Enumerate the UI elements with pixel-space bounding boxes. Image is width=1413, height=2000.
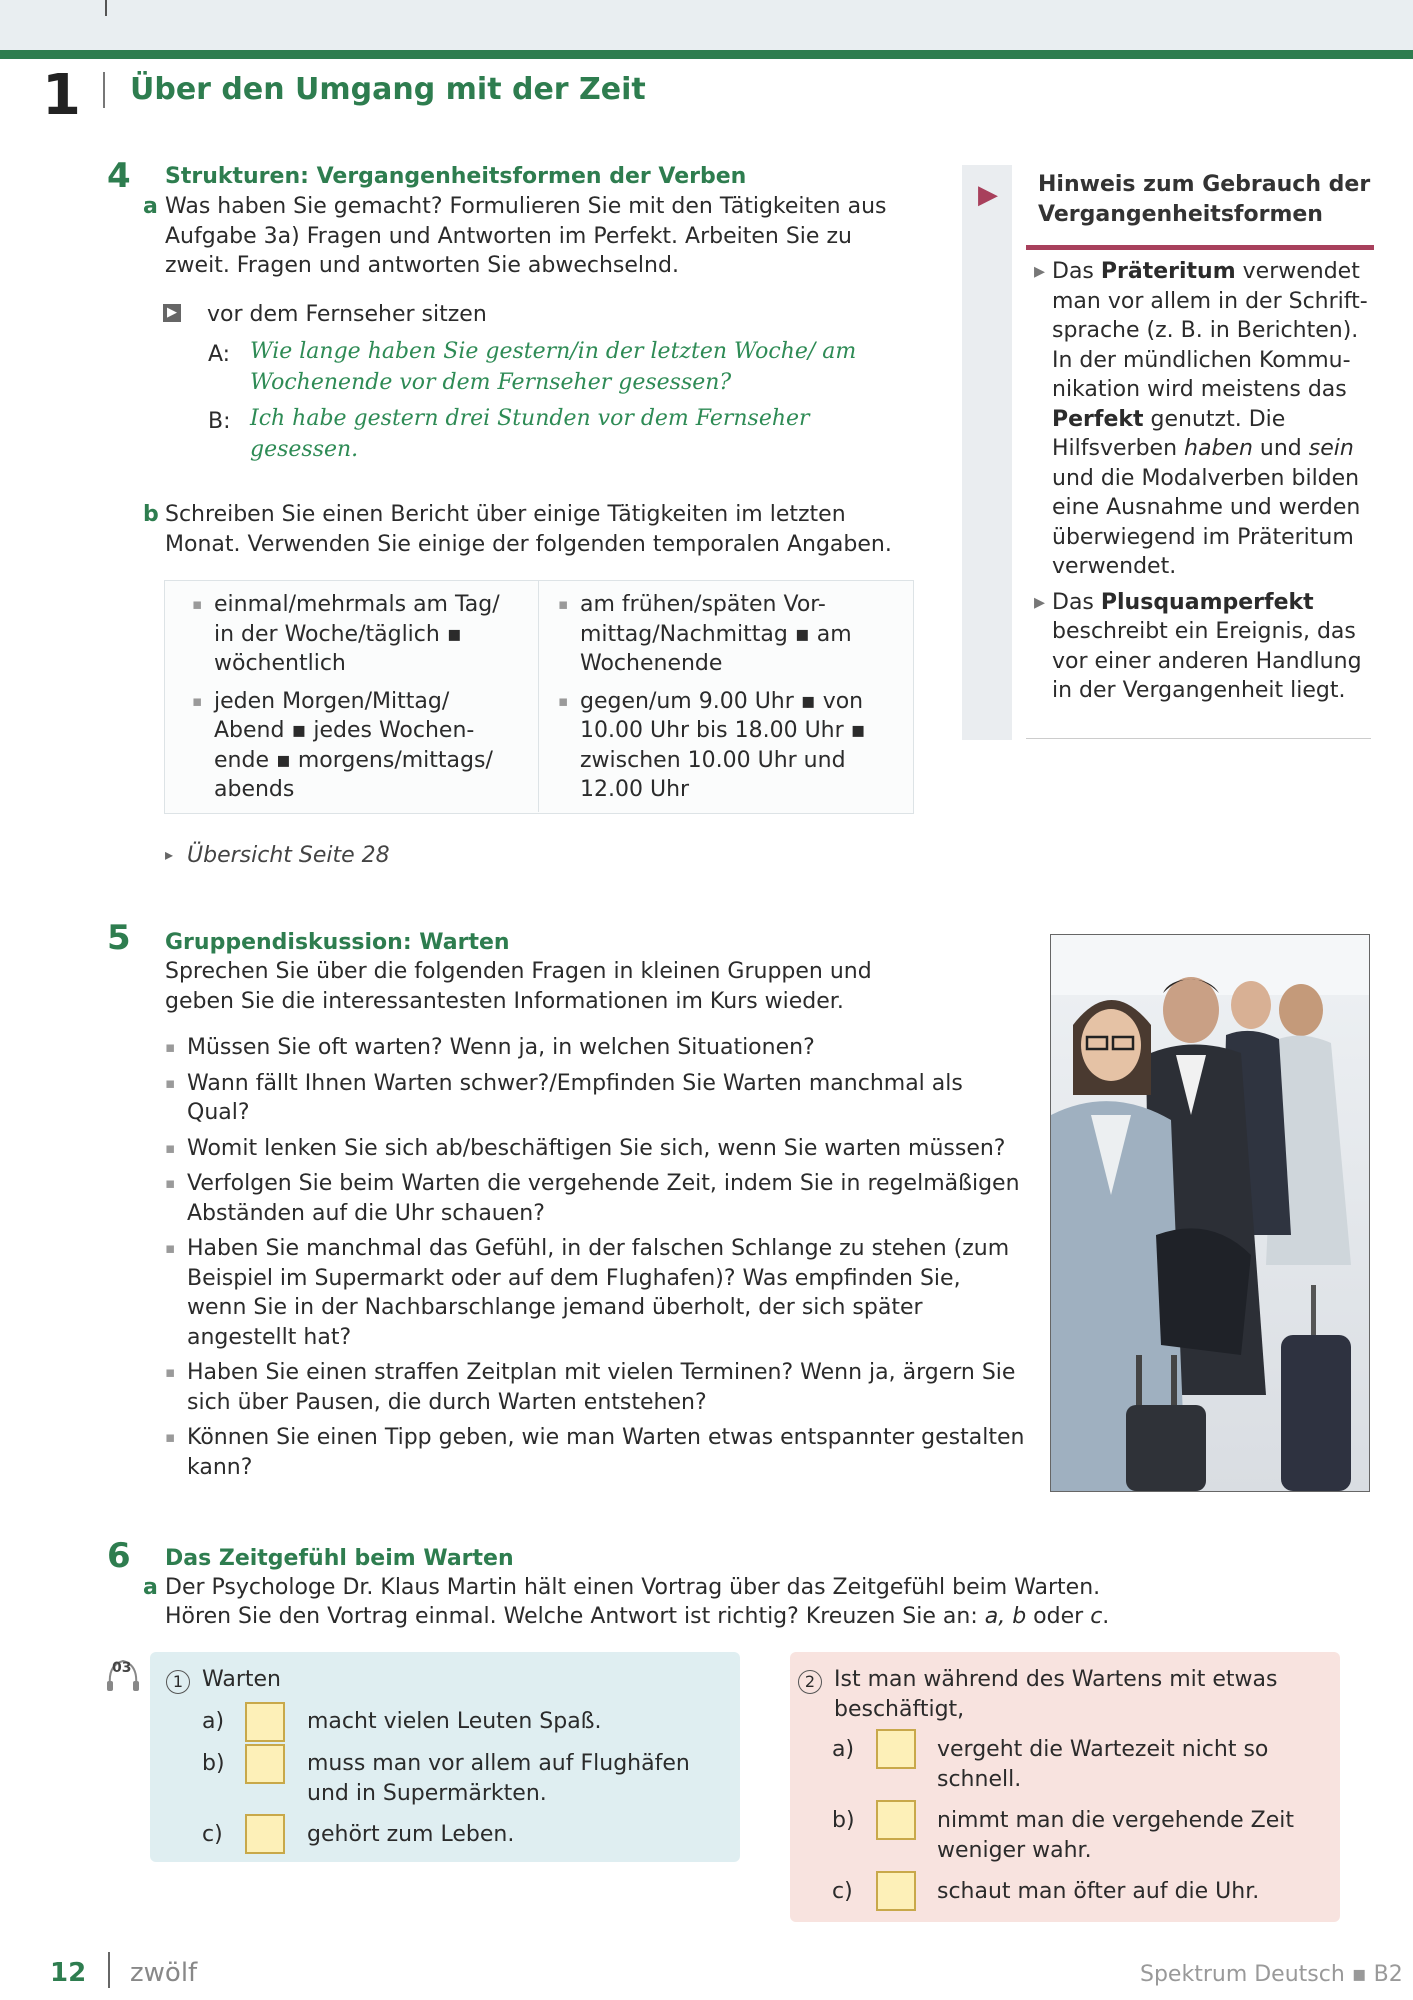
header-tick [105, 0, 107, 16]
question-1-title: Warten [202, 1667, 281, 1692]
header-rule [0, 50, 1413, 59]
section-6-number: 6 [107, 1536, 131, 1576]
question-item: ▪ Müssen Sie oft warten? Wenn ja, in welchen Situationen? [165, 1033, 1025, 1063]
q2-option-a-checkbox[interactable] [876, 1729, 916, 1769]
top-band [0, 0, 1413, 52]
question-item: ▪ Womit lenken Sie sich ab/beschäftigen Sie sich, wenn Sie warten müssen? [165, 1134, 1025, 1164]
chapter-title: Über den Umgang mit der Zeit [130, 72, 646, 107]
hint-strip [962, 165, 1012, 740]
overview-arrow-icon: ▸ [165, 845, 174, 864]
q2-option-a-text: vergeht die Wartezeit nicht so schnell. [937, 1737, 1269, 1792]
question-item: ▪ Haben Sie einen straffen Zeitplan mit vielen Terminen? Wenn ja, ärgern Sie sich über Pausen, die durch Warten entstehen? [165, 1358, 1025, 1417]
hint-title: Hinweis zum Gebrauch der Vergangenheitsformen [1038, 172, 1371, 227]
section-5-intro: Sprechen Sie über die folgenden Fragen in kleinen Gruppen und geben Sie die interessantesten Informationen im Kurs wieder. [165, 959, 872, 1014]
task-4b-text: Schreiben Sie einen Bericht über einige Tätigkeiten im letzten Monat. Verwenden Sie einige der folgenden temporalen Angaben. [165, 502, 892, 557]
hint-paragraph-2: ▸ Das Plusquamperfekt beschreibt ein Ereignis, das vor einer anderen Handlung in der Vergangenheit liegt. [1030, 588, 1375, 706]
example-a-answer: Wie lange haben Sie gestern/in der letzten Woche/ am Wochenende vor dem Fernseher gesessen? [250, 339, 857, 395]
page-word: zwölf [130, 1958, 198, 1988]
section-4-number: 4 [107, 156, 131, 196]
q1-option-c-text: gehört zum Leben. [307, 1822, 515, 1847]
overview-link[interactable]: Übersicht Seite 28 [187, 843, 390, 868]
section-6-title: Das Zeitgefühl beim Warten [165, 1546, 514, 1571]
example-arrow-icon: ▶ [163, 304, 181, 322]
example-a-label: A: [208, 342, 231, 367]
waiting-queue-photo [1050, 934, 1370, 1492]
q1-option-a-checkbox[interactable] [245, 1702, 285, 1742]
hint-rule [1026, 245, 1374, 250]
hint-bottom-rule [1026, 738, 1371, 739]
example-b-label: B: [208, 409, 231, 434]
task-4a-text: Was haben Sie gemacht? Formulieren Sie mit den Tätigkeiten aus Aufgabe 3a) Fragen und Antworten im Perfekt. Arbeiten Sie zu zweit. Fragen und antworten Sie abwechselnd. [165, 194, 887, 278]
q2-option-a-label: a) [832, 1737, 855, 1762]
discussion-questions [165, 1033, 1025, 1482]
question-item: ▪ Verfolgen Sie beim Warten die vergehende Zeit, indem Sie in regelmäßigen Abständen auf die Uhr schauen? [165, 1169, 1025, 1228]
temporal-item: ▪ jeden Morgen/Mittag/ Abend ▪ jedes Wochen- ende ▪ morgens/mittags/ abends [192, 687, 524, 805]
q2-option-b-text: nimmt man die vergehende Zeit weniger wahr. [937, 1808, 1294, 1863]
question-1-number: 1 [166, 1670, 190, 1694]
footer-separator [108, 1952, 110, 1988]
chapter-separator [103, 72, 105, 108]
q2-option-b-label: b) [832, 1808, 855, 1833]
q1-option-b-text: muss man vor allem auf Flughäfen und in Supermärkten. [307, 1751, 690, 1806]
q2-option-c-checkbox[interactable] [876, 1871, 916, 1911]
task-4b-label: b [143, 502, 159, 527]
hint-paragraph-1: ▸ Das Präteritum verwendet man vor allem in der Schriftsprache (z. B. in Berichten). In der mündlichen Kommunikation wird meistens das Perfekt genutzt. Die Hilfsverben haben und sein und die Modalverben bilden eine Ausnahme und werden überwiegend im Präteritum verwendet. [1030, 257, 1375, 582]
example-prompt: vor dem Fernseher sitzen [207, 302, 487, 327]
book-title: Spektrum Deutsch ▪ B2 [1140, 1962, 1403, 1987]
queue-illustration [1051, 935, 1369, 1491]
temporal-box-divider [538, 580, 539, 812]
q2-option-b-checkbox[interactable] [876, 1800, 916, 1840]
question-2-title: Ist man während des Wartens mit etwas beschäftigt, [834, 1667, 1278, 1722]
page-number: 12 [50, 1958, 87, 1988]
task-6a-text-1: Der Psychologe Dr. Klaus Martin hält einen Vortrag über das Zeitgefühl beim Warten. [165, 1575, 1101, 1600]
q1-option-b-checkbox[interactable] [245, 1744, 285, 1784]
section-5-title: Gruppendiskussion: Warten [165, 930, 510, 955]
audio-track-number: 03 [112, 1660, 132, 1676]
hint-body [1030, 257, 1375, 712]
task-4a-label: a [143, 194, 158, 219]
q1-option-b-label: b) [202, 1751, 225, 1776]
q1-option-c-checkbox[interactable] [245, 1814, 285, 1854]
q1-option-a-label: a) [202, 1709, 225, 1734]
q2-option-c-label: c) [832, 1879, 853, 1904]
question-2-number: 2 [798, 1670, 822, 1694]
question-item: ▪ Haben Sie manchmal das Gefühl, in der falschen Schlange zu stehen (zum Beispiel im Supermarkt oder auf dem Flughafen)? Was empfinden Sie, wenn Sie in der Nachbarschlange jemand überholt, der sich später angestellt hat? [165, 1234, 1025, 1352]
hint-marker-icon: ▶ [978, 180, 998, 210]
q1-option-c-label: c) [202, 1822, 223, 1847]
question-item: ▪ Können Sie einen Tipp geben, wie man Warten etwas entspannter gestalten kann? [165, 1423, 1025, 1482]
question-item: ▪ Wann fällt Ihnen Warten schwer?/Empfinden Sie Warten manchmal als Qual? [165, 1069, 1025, 1128]
task-6a-label: a [143, 1575, 158, 1600]
section-5-number: 5 [107, 918, 131, 958]
temporal-item: ▪ einmal/mehrmals am Tag/ in der Woche/täglich ▪ wöchentlich [192, 590, 524, 679]
q1-option-a-text: macht vielen Leuten Spaß. [307, 1709, 602, 1734]
temporal-column-1 [192, 590, 524, 805]
task-6a-text-2: Hören Sie den Vortrag einmal. Welche Antwort ist richtig? Kreuzen Sie an: a, b oder c. [165, 1604, 1110, 1629]
section-4-title: Strukturen: Vergangenheitsformen der Verben [165, 164, 747, 189]
example-b-answer: Ich habe gestern drei Stunden vor dem Fernseher gesessen. [250, 406, 810, 462]
chapter-number: 1 [42, 63, 81, 128]
temporal-item: ▪ am frühen/späten Vor- mittag/Nachmittag ▪ am Wochenende [558, 590, 898, 679]
temporal-item: ▪ gegen/um 9.00 Uhr ▪ von 10.00 Uhr bis 18.00 Uhr ▪ zwischen 10.00 Uhr und 12.00 Uhr [558, 687, 898, 805]
q2-option-c-text: schaut man öfter auf die Uhr. [937, 1879, 1260, 1904]
temporal-column-2 [558, 590, 898, 805]
